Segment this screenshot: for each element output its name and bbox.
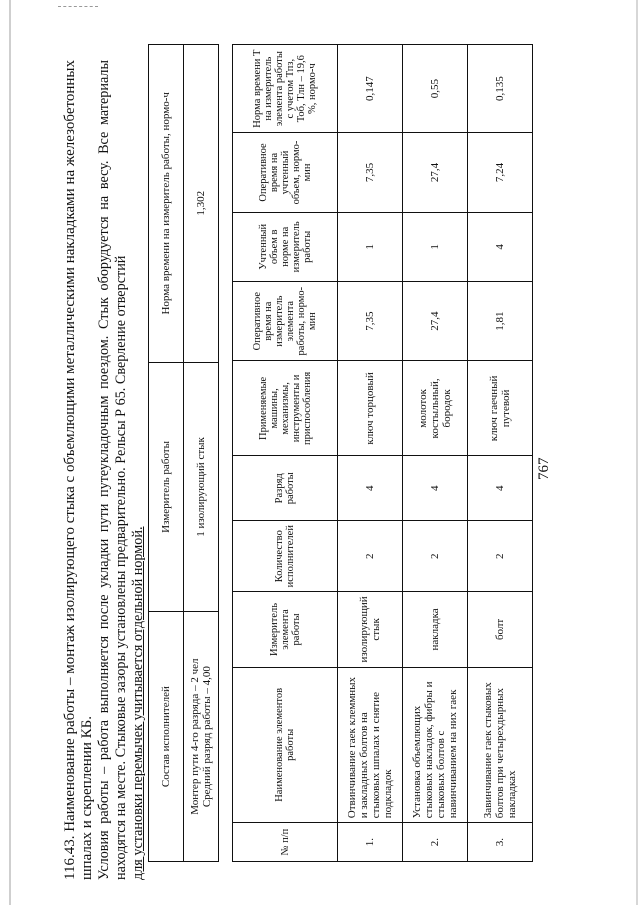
- row-name: Завинчивание гаек стыковых болтов при четырехдырных накладках: [468, 667, 533, 823]
- row-volume: 1: [338, 212, 403, 281]
- row-grade: 4: [403, 456, 468, 521]
- row-grade: 4: [338, 456, 403, 521]
- row-name: Отвинчивание гаек клеммных и закладных болтов на стыковых шпалах и снятие подкладок: [338, 667, 403, 823]
- ops-header-op-time: Оперативное время на измеритель элемента работы, нормо-мин: [233, 282, 338, 361]
- page-number: 767: [536, 457, 552, 480]
- crew-unit-cell: 1 изолирующий стык: [184, 362, 219, 612]
- row-tools: ключ торцовый: [338, 361, 403, 456]
- crew-header-composition: Состав исполнителей: [149, 612, 184, 862]
- row-workers: 2: [468, 521, 533, 592]
- crew-composition-cell: [184, 612, 219, 862]
- row-workers: 2: [338, 521, 403, 592]
- crew-norm-cell: 1,302: [184, 45, 219, 363]
- crew-header-unit: Измеритель работы: [149, 362, 184, 612]
- work-description: [62, 60, 147, 880]
- row-name: Установка объемлющих стыковых накладок, фибры и стыковых болтов с навинчиванием на них гаек: [403, 667, 468, 823]
- table-row: [468, 45, 533, 862]
- row-op-time: 7,35: [338, 282, 403, 361]
- crew-table: [148, 44, 219, 862]
- row-op-vol: 7,24: [468, 133, 533, 212]
- crew-line-2: Средний разряд работы – 4,00: [201, 666, 213, 808]
- crew-header-norm: Норма времени на измеритель работы, нормо-ч: [149, 45, 184, 363]
- operations-table: [232, 44, 533, 862]
- row-unit: накладка: [403, 592, 468, 667]
- ops-header-op-vol: Оперативное время на учтенный объем, нормо-мин: [233, 133, 338, 212]
- ops-header-norm: Норма времени Т на измеритель элемента работы с учетом Тпз, Тоб, Тлн – 19,6 %, нормо-ч: [233, 45, 338, 133]
- row-num: 1.: [338, 823, 403, 862]
- row-workers: 2: [403, 521, 468, 592]
- table-row: [403, 45, 468, 862]
- work-underlined-line: для установки перемычек учитывается отдельной нормой.: [130, 526, 146, 880]
- ops-header-grade: Разряд работы: [233, 456, 338, 521]
- crew-line-1: Монтер пути 4-го разряда – 2 чел: [189, 658, 201, 815]
- ops-header-tools: Применяемые машины, механизмы, инструменты и приспособления: [233, 361, 338, 456]
- row-grade: 4: [468, 456, 533, 521]
- row-unit: изолирующий стык: [338, 592, 403, 667]
- row-num: 3.: [468, 823, 533, 862]
- row-op-vol: 7,35: [338, 133, 403, 212]
- row-unit: болт: [468, 592, 533, 667]
- work-conditions-line: Условия работы – работа выполняется после укладки пути путеукладочным поездом. Стык оборудуется на весу. Все материалы находятся на месте. Стыковые зазоры установлены предварительно. Рельсы Р 65. Сверление отверстий: [96, 60, 129, 880]
- row-op-vol: 27,4: [403, 133, 468, 212]
- row-op-time: 27,4: [403, 282, 468, 361]
- row-num: 2.: [403, 823, 468, 862]
- ops-header-num: № п/п: [233, 823, 338, 862]
- rotated-content: [60, 20, 600, 880]
- ops-header-name: Наименование элементов работы: [233, 667, 338, 823]
- row-op-time: 1,81: [468, 282, 533, 361]
- row-norm: 0,55: [403, 45, 468, 133]
- row-norm: 0,147: [338, 45, 403, 133]
- ops-header-workers: Количество исполнителей: [233, 521, 338, 592]
- row-tools: молоток костыльный, бородок: [403, 361, 468, 456]
- ops-header-volume: Учтенный объем в норме на измеритель работы: [233, 212, 338, 281]
- table-row: [338, 45, 403, 862]
- ops-header-unit: Измеритель элемента работы: [233, 592, 338, 667]
- page-right-edge: [636, 0, 638, 905]
- work-title-line: 116.43. Наименование работы – монтаж изолирующего стыка с объемлющими металлическими накладками на железобетонных шпалах и скреплении КБ.: [62, 60, 95, 880]
- row-volume: 1: [403, 212, 468, 281]
- row-tools: ключ гаечный путевой: [468, 361, 533, 456]
- scan-header-mark: [58, 6, 98, 13]
- row-norm: 0,135: [468, 45, 533, 133]
- row-volume: 4: [468, 212, 533, 281]
- page-left-edge: [9, 0, 11, 905]
- ops-header-row: [233, 45, 338, 862]
